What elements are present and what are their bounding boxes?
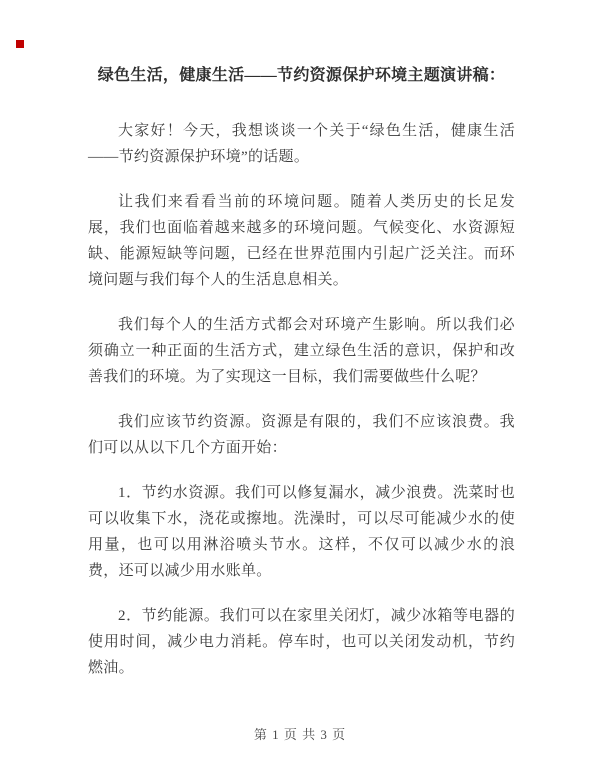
page-number: 第 1 页 共 3 页: [253, 727, 347, 742]
list-item-save-water: 1．节约水资源。我们可以修复漏水，减少浪费。洗菜时也可以收集下水，浇花或擦地。洗澡时，可以尽可能减少水的使用量，也可以用淋浴喷头节水。这样，不仅可以减少水的浪费，还可以减少用水账单。: [88, 485, 515, 579]
page-content: [88, 64, 515, 681]
paragraph-lifestyle-impact: 我们每个人的生活方式都会对环境产生影响。所以我们必须确立一种正面的生活方式，建立绿色生活的意识，保护和改善我们的环境。为了实现这一目标，我们需要做些什么呢？: [88, 317, 515, 385]
red-square-marker: [16, 40, 24, 48]
document-title: 绿色生活，健康生活——节约资源保护环境主题演讲稿：: [97, 67, 506, 84]
paragraph-greeting: 大家好！今天，我想谈谈一个关于“绿色生活，健康生活——节约资源保护环境”的话题。: [88, 123, 515, 165]
paragraph-environment-problems: 让我们来看看当前的环境问题。随着人类历史的长足发展，我们也面临着越来越多的环境问题。气候变化、水资源短缺、能源短缺等问题，已经在世界范围内引起广泛关注。而环境问题与我们每个人的生活息息相关。: [88, 194, 515, 288]
paragraph-save-resources-intro: 我们应该节约资源。资源是有限的，我们不应该浪费。我们可以从以下几个方面开始：: [88, 414, 515, 456]
list-item-save-energy: 2．节约能源。我们可以在家里关闭灯，减少冰箱等电器的使用时间，减少电力消耗。停车时，也可以关闭发动机，节约燃油。: [88, 608, 515, 676]
